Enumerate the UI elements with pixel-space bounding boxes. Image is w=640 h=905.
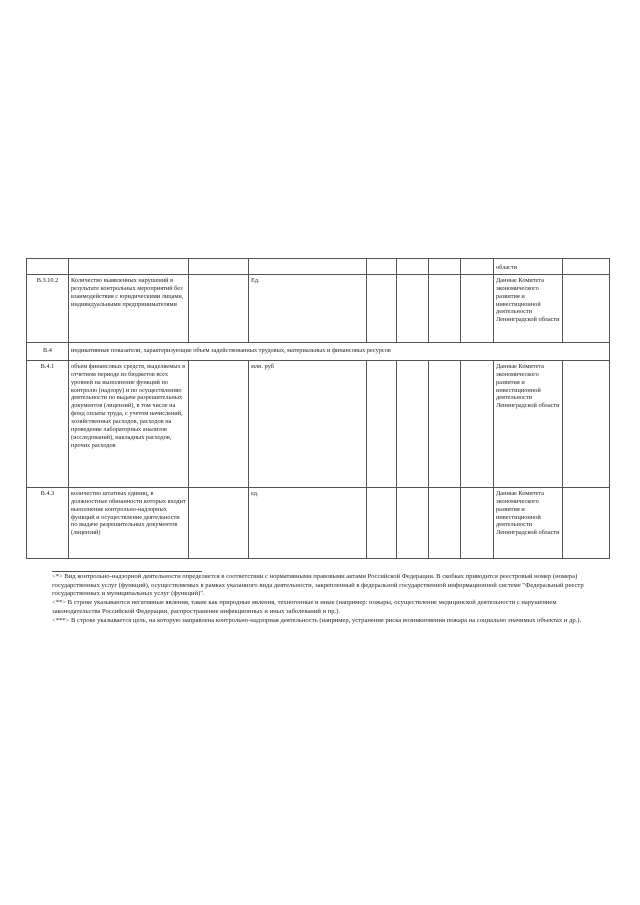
row-unit: Ед. [249, 275, 367, 343]
footnote-1: <*> Вид контрольно-надзорной деятельности определяется в соответствии с нормативными правовыми актами Российской Федерации. В скобках приводится реестровый номер (номера) государственных услуг (функций), осуществляемых в рамках указанного вида деятельности, закрепленный в федеральной государственной информационной системе "Федеральный реестр государственных и муниципальных услуг (функций)". [52, 573, 584, 598]
row-name: объем финансовых средств, выделяемых в отчетном периоде из бюджетов всех уровней на выполнение функций по контролю (надзору) и по осуществлению деятельности по выдаче разрешительных документов (лицензий), в том числе на фонд оплаты труда, с учетом начислений, хозяйственных расходов, расходов на проведение лабораторных анализов (исследований), накладных расходов, прочих расходов [69, 361, 189, 488]
section-title: индикативные показатели, характеризующие объем задействованных трудовых, материальных и финансовых ресурсов [69, 343, 610, 361]
footnote-divider [52, 571, 202, 572]
row-unit: ед. [249, 488, 367, 559]
table-row-continued [27, 259, 610, 275]
footnotes [52, 573, 592, 625]
indicators-table [26, 258, 610, 559]
section-code: В.4 [27, 343, 69, 361]
row-code: В.3.10.2 [27, 275, 69, 343]
table-section-row [27, 343, 610, 361]
table-row [27, 488, 610, 559]
row-name: количество штатных единиц, в должностные обязанности которых входит выполнение контрольно-надзорных функций и осуществление деятельности по выдаче разрешительных документов (лицензий) [69, 488, 189, 559]
footnote-3: <***> В строке указывается цель, на которую направлена контрольно-надзорная деятельность (например, устранение риска возникновения пожара на социально значимых объектах и др.). [52, 616, 582, 624]
table-row [27, 275, 610, 343]
row-source: Данные Комитета экономического развития и инвестиционной деятельности Ленинградской области [494, 275, 563, 343]
row-source: Данные Комитета экономического развития и инвестиционной деятельности Ленинградской области [494, 361, 563, 488]
row-code: В.4.3 [27, 488, 69, 559]
source-cell: области [494, 259, 563, 275]
row-unit: млн. руб [249, 361, 367, 488]
footnote-2: <**> В строке указываются негативные явления, такие как природные явления, техногенные и иные (например: пожары, осуществление медицинской деятельности с нарушением законодательства Российской Федерации, распространение инфекционных и иных заболеваний и пр.). [52, 599, 557, 615]
row-source: Данные Комитета экономического развития и инвестиционной деятельности Ленинградской области [494, 488, 563, 559]
row-code: В.4.1 [27, 361, 69, 488]
row-name: Количество выявленных нарушений в результате контрольных мероприятий без взаимодействия с юридическими лицами, индивидуальными предпринимателями [69, 275, 189, 343]
table-row [27, 361, 610, 488]
